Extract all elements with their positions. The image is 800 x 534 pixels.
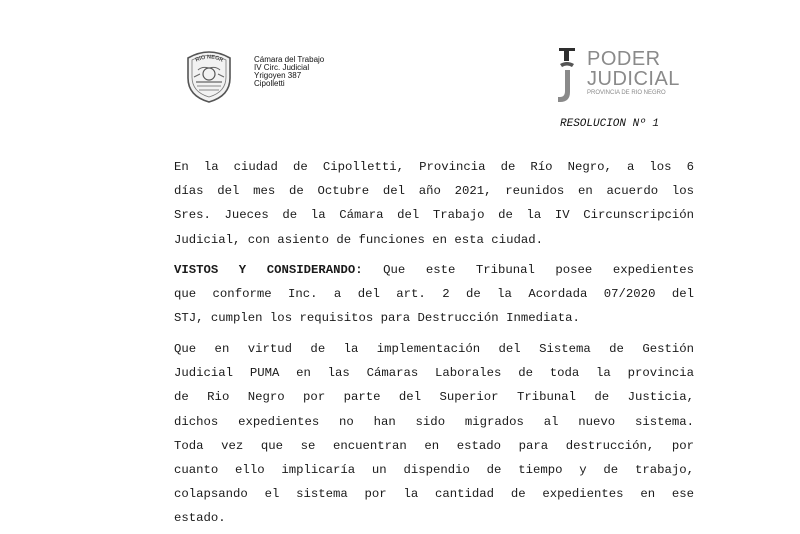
court-name: Cámara del Trabajo [254, 55, 325, 64]
poder-judicial-logo [556, 46, 682, 104]
court-street: Yrigoyen 387 [254, 71, 302, 80]
text-line: STJ, cumplen los requisitos para Destrucción Inmediata. [174, 311, 580, 326]
text-span: Que este Tribunal posee expedientes [362, 263, 694, 277]
poder-judicial-mark-icon [556, 46, 578, 104]
text-line: que conforme Inc. a del art. 2 de la Acordada 07/2020 del [174, 287, 694, 302]
text-line: días del mes de Octubre del año 2021, reunidos en acuerdo los [174, 184, 694, 199]
paragraph-puma [174, 337, 694, 531]
paragraph-intro [174, 155, 694, 252]
text-line: colapsando el sistema por la cantidad de expedientes en ese [174, 487, 694, 502]
text-line: cuanto ello implicaría un dispendio de tiempo y de trabajo, [174, 462, 694, 477]
text-line: Sres. Jueces de la Cámara del Trabajo de la IV Circunscripción [174, 208, 694, 223]
logo-word-judicial: JUDICIAL [587, 68, 680, 90]
vistos-heading: VISTOS Y CONSIDERANDO: [174, 263, 363, 277]
seal-text: RIO NEGR [194, 54, 224, 64]
province-seal-icon [180, 44, 238, 104]
resolution-number: RESOLUCION Nº 1 [560, 118, 660, 130]
text-line: Toda vez que se encuentran en estado para destrucción, por [174, 438, 694, 453]
court-city: Cipolletti [254, 79, 285, 88]
court-address [254, 56, 324, 88]
paragraph-vistos [174, 258, 694, 331]
court-circuit: IV Circ. Judicial [254, 63, 310, 72]
text-line [174, 258, 694, 282]
text-line: Judicial, con asiento de funciones en esta ciudad. [174, 232, 543, 247]
text-line: Judicial PUMA en las Cámaras Laborales de toda la provincia [174, 366, 694, 381]
text-line: dichos expedientes no han sido migrados al nuevo sistema. [174, 414, 694, 429]
text-line: Que en virtud de la implementación del Sistema de Gestión [174, 342, 694, 356]
logo-word-poder: PODER [587, 48, 661, 70]
text-line: En la ciudad de Cipolletti, Provincia de Río Negro, a los 6 [174, 160, 694, 174]
text-line: de Rio Negro por parte del Superior Tribunal de Justicia, [174, 390, 694, 405]
text-line: estado. [174, 511, 226, 526]
logo-subtitle: PROVINCIA DE RIO NEGRO [587, 90, 666, 96]
